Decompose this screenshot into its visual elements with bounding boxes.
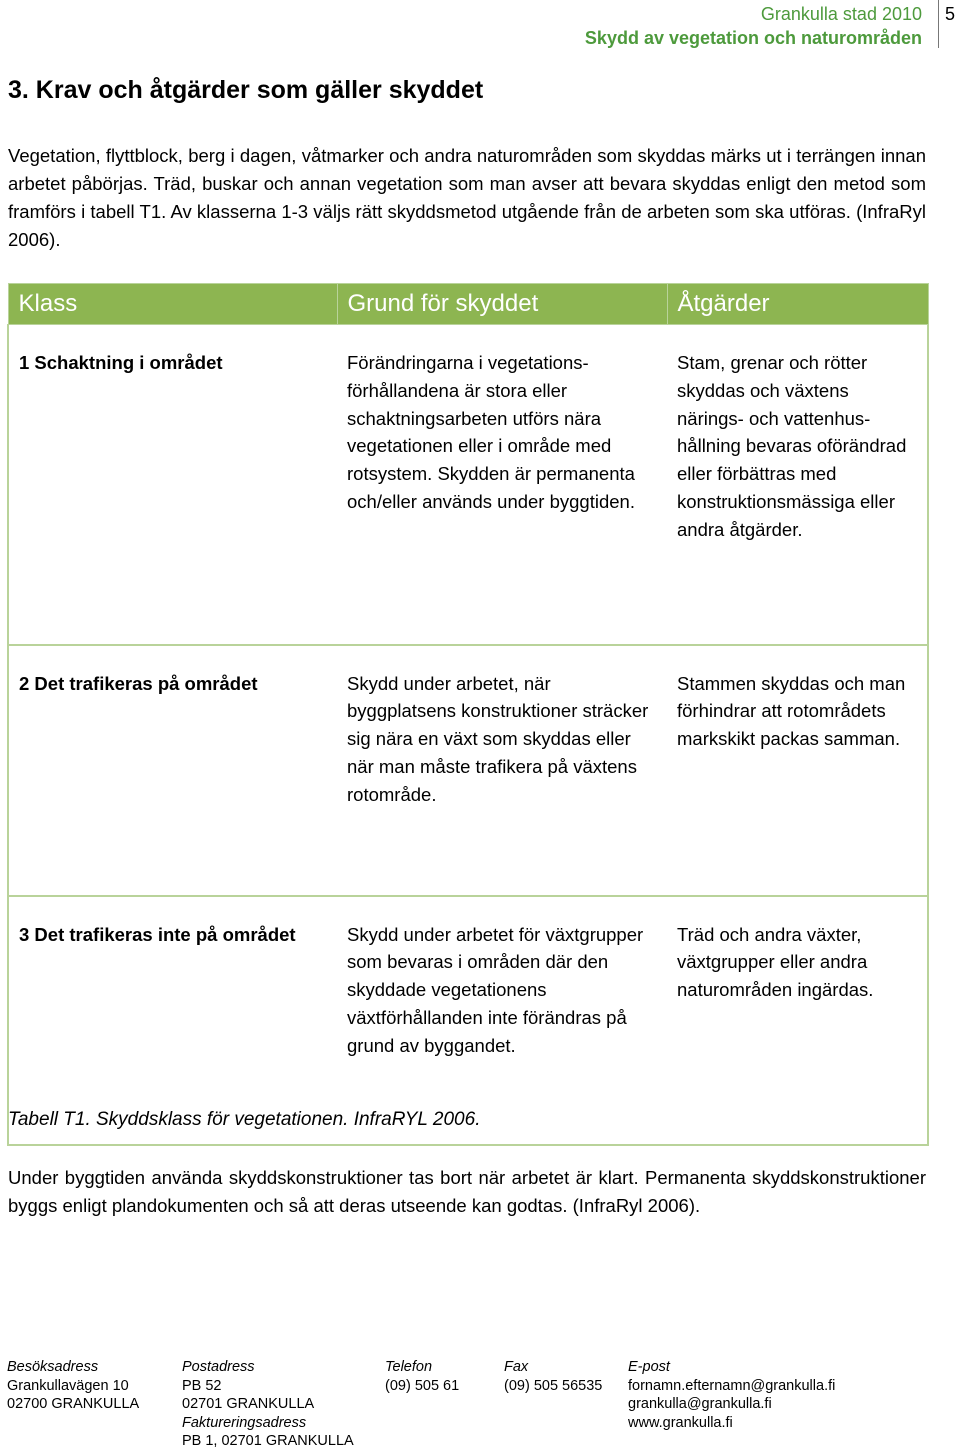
section-heading: 3. Krav och åtgärder som gäller skyddet: [8, 76, 484, 104]
footer-email-link[interactable]: fornamn.efternamn@grankulla.fi: [628, 1377, 836, 1394]
intro-paragraph: Vegetation, flyttblock, berg i dagen, våtmarker och andra naturområden som skyddas märks ut i terrängen innan arbetet påbörjas. Träd, buskar och annan vegetation som man avser att bevara skyddas enligt den metod som framförs i tabell T1. Av klasserna 1-3 väljs rätt skyddsmetod utgående från de arbeten som ska utföras. (InfraRyl 2006).: [8, 145, 926, 250]
table-caption: Tabell T1. Skyddsklass för vegetationen. InfraRYL 2006.: [8, 1109, 481, 1130]
footer-label: Postadress: [182, 1359, 255, 1375]
cell-grund: Skydd under arbetet för växtgrupper som bevaras i områden där den skyddade vegetationens växtförhållanden inte förändras på grund av byggandet.: [337, 896, 667, 1145]
cell-atgarder: Stammen skyddas och man förhindrar att rotområdets markskikt packas samman.: [667, 645, 928, 896]
table-row: [8, 325, 928, 645]
footer-label: Fax: [504, 1359, 529, 1375]
footer-text: PB 1, 02701 GRANKULLA: [182, 1433, 354, 1449]
header-subtitle: Skydd av vegetation och naturområden: [584, 28, 922, 48]
footer-web-link[interactable]: www.grankulla.fi: [628, 1414, 733, 1431]
cell-klass: 3 Det trafikeras inte på området: [8, 896, 337, 1145]
header-klass: Klass: [8, 284, 337, 325]
footer-postal-address: [182, 1358, 354, 1451]
footer-text: Grankullavägen 10: [7, 1377, 129, 1394]
footer-text: PB 52: [182, 1377, 222, 1394]
header-grund: Grund för skyddet: [337, 284, 667, 325]
footer-phone: [385, 1358, 459, 1395]
footer-fax: [504, 1358, 602, 1395]
footer-visit-address: [7, 1358, 139, 1414]
table-row: [8, 645, 928, 896]
header-org-year: Grankulla stad 2010: [760, 4, 922, 24]
footer-text: (09) 505 61: [385, 1377, 460, 1394]
footer-text: 02700 GRANKULLA: [7, 1396, 140, 1412]
cell-klass: 2 Det trafikeras på området: [8, 645, 337, 896]
cell-atgarder: Träd och andra växter, växtgrupper eller andra naturområden ingärdas.: [667, 896, 928, 1145]
page-header: [585, 2, 922, 50]
cell-grund: Skydd under arbetet, när byggplatsens konstruktioner sträcker sig nära en växt som skyddas eller när man måste trafikera på växtens rotområde.: [337, 645, 667, 896]
cell-klass: 1 Schaktning i området: [8, 325, 337, 645]
table-header-row: [8, 284, 928, 325]
cell-grund: Förändringarna i vegetations-förhållandena är stora eller schaktningsarbeten utförs nära vegetationen eller i område med rotsystem. Skydden är permanenta och/eller används under byggtiden.: [337, 325, 667, 645]
page-number: 5: [938, 0, 960, 48]
cell-atgarder: Stam, grenar och rötter skyddas och växtens närings- och vattenhus-hållning bevaras oförändrad eller förbättras med konstruktionsmässiga eller andra åtgärder.: [667, 325, 928, 645]
footer-email: [628, 1358, 835, 1432]
closing-paragraph: Under byggtiden använda skyddskonstruktioner tas bort när arbetet är klart. Permanenta skyddskonstruktioner byggs enligt plandokumenten och så att deras utseende kan godtas. (InfraRyl 2006).: [8, 1167, 926, 1216]
protection-class-table: [7, 283, 929, 1146]
footer-email-link[interactable]: grankulla@grankulla.fi: [628, 1396, 772, 1412]
header-atgarder: Åtgärder: [667, 284, 928, 325]
footer-label: Besöksadress: [7, 1359, 99, 1375]
footer-text: 02701 GRANKULLA: [182, 1396, 315, 1412]
footer-label: Telefon: [385, 1359, 433, 1375]
footer-label: E-post: [628, 1359, 670, 1375]
footer-text: (09) 505 56535: [504, 1377, 603, 1394]
footer-label: Faktureringsadress: [182, 1414, 307, 1431]
